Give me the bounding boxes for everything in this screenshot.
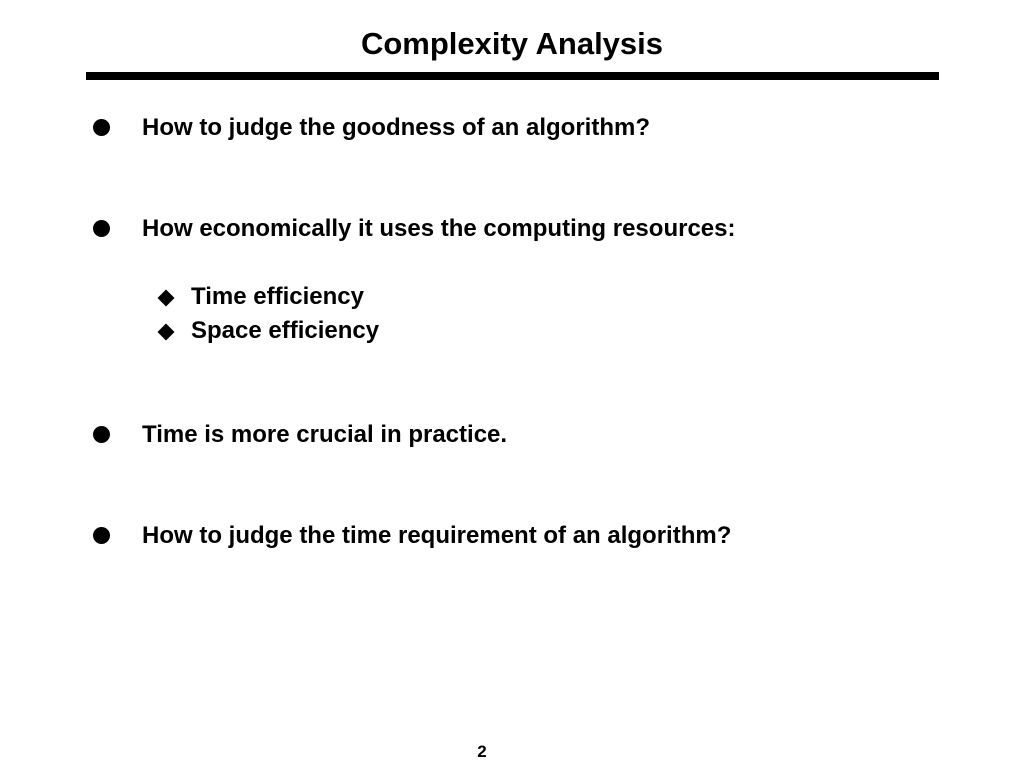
sub-bullet-text: Space efficiency [191,317,380,344]
bullet-text: How economically it uses the computing resources: [142,215,736,242]
bullet-dot-icon [93,426,110,443]
bullet-text: How to judge the time requirement of an algorithm? [142,522,732,549]
bullet-text: Time is more crucial in practice. [142,421,508,448]
sub-bullet-text: Time efficiency [191,283,364,310]
diamond-bullet-icon [158,324,175,341]
bullet-text: How to judge the goodness of an algorithm? [142,114,650,141]
slide-title: Complexity Analysis [360,26,664,61]
bullet-dot-icon [93,220,110,237]
page-number: 2 [477,742,487,761]
bullet-dot-icon [93,119,110,136]
diamond-bullet-icon [158,290,175,307]
bullet-dot-icon [93,527,110,544]
title-rule [86,72,939,80]
